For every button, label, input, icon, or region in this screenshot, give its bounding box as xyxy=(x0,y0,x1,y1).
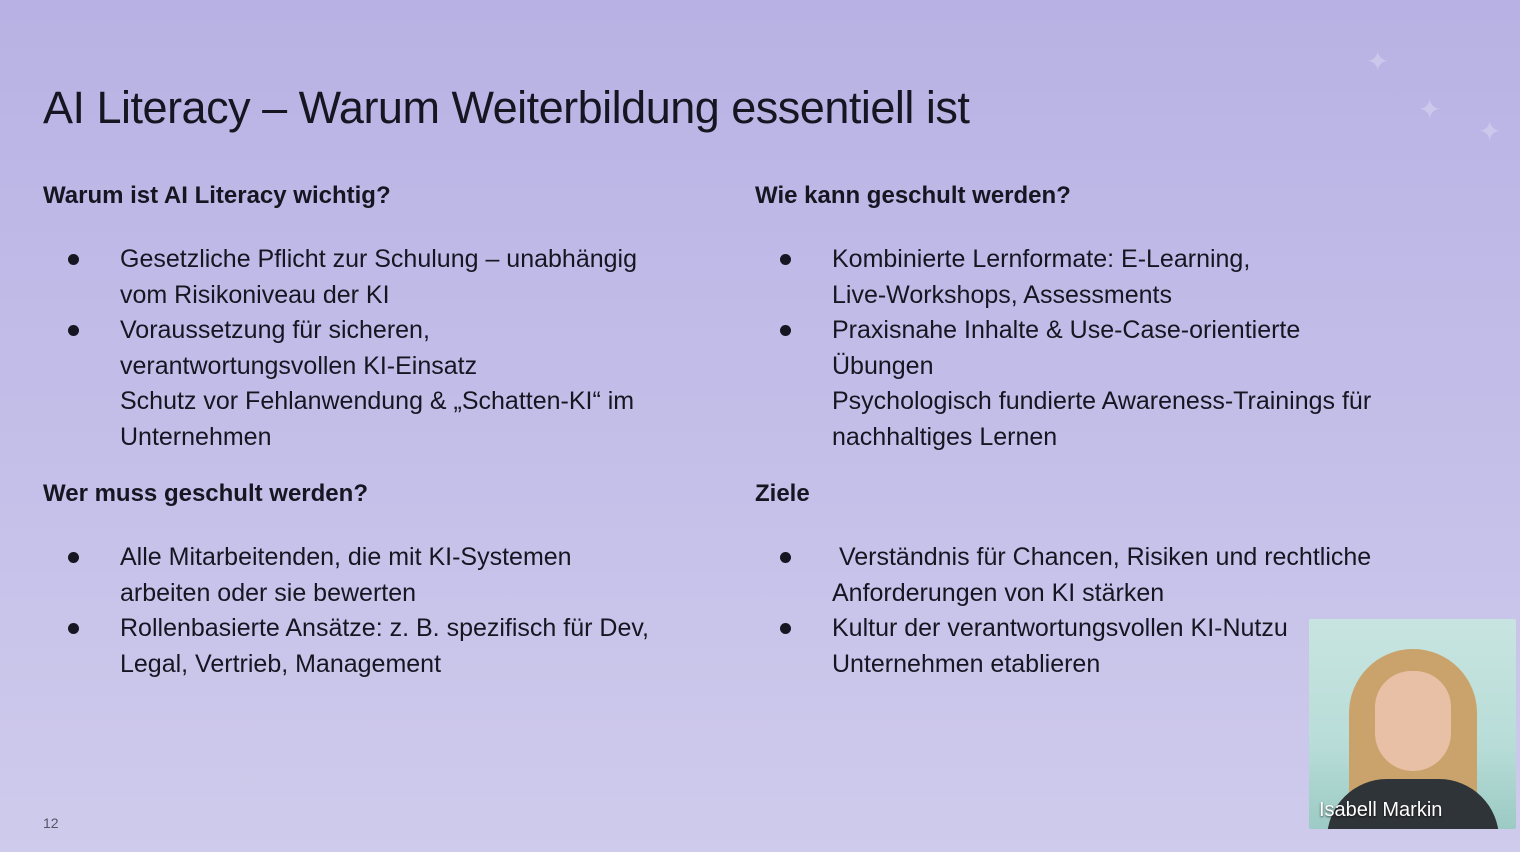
list-item-text: Schutz vor Fehlanwendung & „Schatten-KI“ im Unternehmen xyxy=(120,387,635,451)
list-item-text: Kombinierte Lernformate: E-Learning, Live-Workshops, Assessments xyxy=(832,245,1251,309)
bullet-icon xyxy=(68,325,79,336)
list-item xyxy=(43,313,703,384)
bullet-icon xyxy=(780,254,791,265)
bullet-list xyxy=(43,242,703,455)
section-heading: Ziele xyxy=(755,480,810,507)
list-item-text: Voraussetzung für sicheren, verantwortungsvollen KI-Einsatz xyxy=(120,316,478,380)
list-item-text: Kultur der verantwortungsvollen KI-Nutzu xyxy=(832,614,1288,642)
bullet-icon xyxy=(780,623,791,634)
bullet-list xyxy=(755,242,1415,455)
bullet-icon xyxy=(68,254,79,265)
list-item xyxy=(755,540,1415,611)
section-how-trained xyxy=(755,180,1415,455)
list-item xyxy=(755,242,1415,313)
list-item-text: Praxisnahe Inhalte & Use-Case-orientierte Übungen xyxy=(832,316,1301,380)
sparkle-decoration-icon: ✦ xyxy=(1366,46,1390,77)
section-heading: Warum ist AI Literacy wichtig? xyxy=(43,182,391,209)
bullet-icon xyxy=(780,552,791,563)
participant-face xyxy=(1375,671,1451,771)
list-item xyxy=(43,540,703,611)
bullet-icon xyxy=(780,325,791,336)
bullet-list xyxy=(43,540,703,682)
sparkle-decoration-icon: ✦ xyxy=(1418,94,1442,125)
participant-video-tile[interactable] xyxy=(1309,619,1516,829)
sparkle-decoration-icon: ✦ xyxy=(1478,116,1502,147)
section-why-ai-literacy xyxy=(43,180,703,455)
list-item-text: Gesetzliche Pflicht zur Schulung – unabhängig vom Risikoniveau der KI xyxy=(120,245,637,309)
participant-name-label: Isabell Markin xyxy=(1319,799,1443,821)
list-item xyxy=(43,611,703,682)
list-item-text: Verständnis für Chancen, Risiken und rechtliche Anforderungen von KI stärken xyxy=(832,543,1377,607)
list-item xyxy=(755,313,1415,384)
page-number: 12 xyxy=(43,815,59,831)
bullet-icon xyxy=(68,552,79,563)
section-who-trained xyxy=(43,478,703,682)
list-item xyxy=(755,384,1415,455)
section-heading: Wer muss geschult werden? xyxy=(43,480,368,507)
list-item-text: Alle Mitarbeitenden, die mit KI-Systemen arbeiten oder sie bewerten xyxy=(120,543,572,607)
list-item-text: Psychologisch fundierte Awareness-Trainings für nachhaltiges Lernen xyxy=(832,387,1372,451)
list-item xyxy=(43,242,703,313)
section-heading: Wie kann geschult werden? xyxy=(755,182,1071,209)
list-item-text-continued: Unternehmen etablieren xyxy=(832,649,1101,678)
bullet-icon xyxy=(68,623,79,634)
slide-title: AI Literacy – Warum Weiterbildung essentiell ist xyxy=(43,82,970,133)
list-item-text: Rollenbasierte Ansätze: z. B. spezifisch für Dev, Legal, Vertrieb, Management xyxy=(120,614,649,678)
list-item xyxy=(43,384,703,455)
